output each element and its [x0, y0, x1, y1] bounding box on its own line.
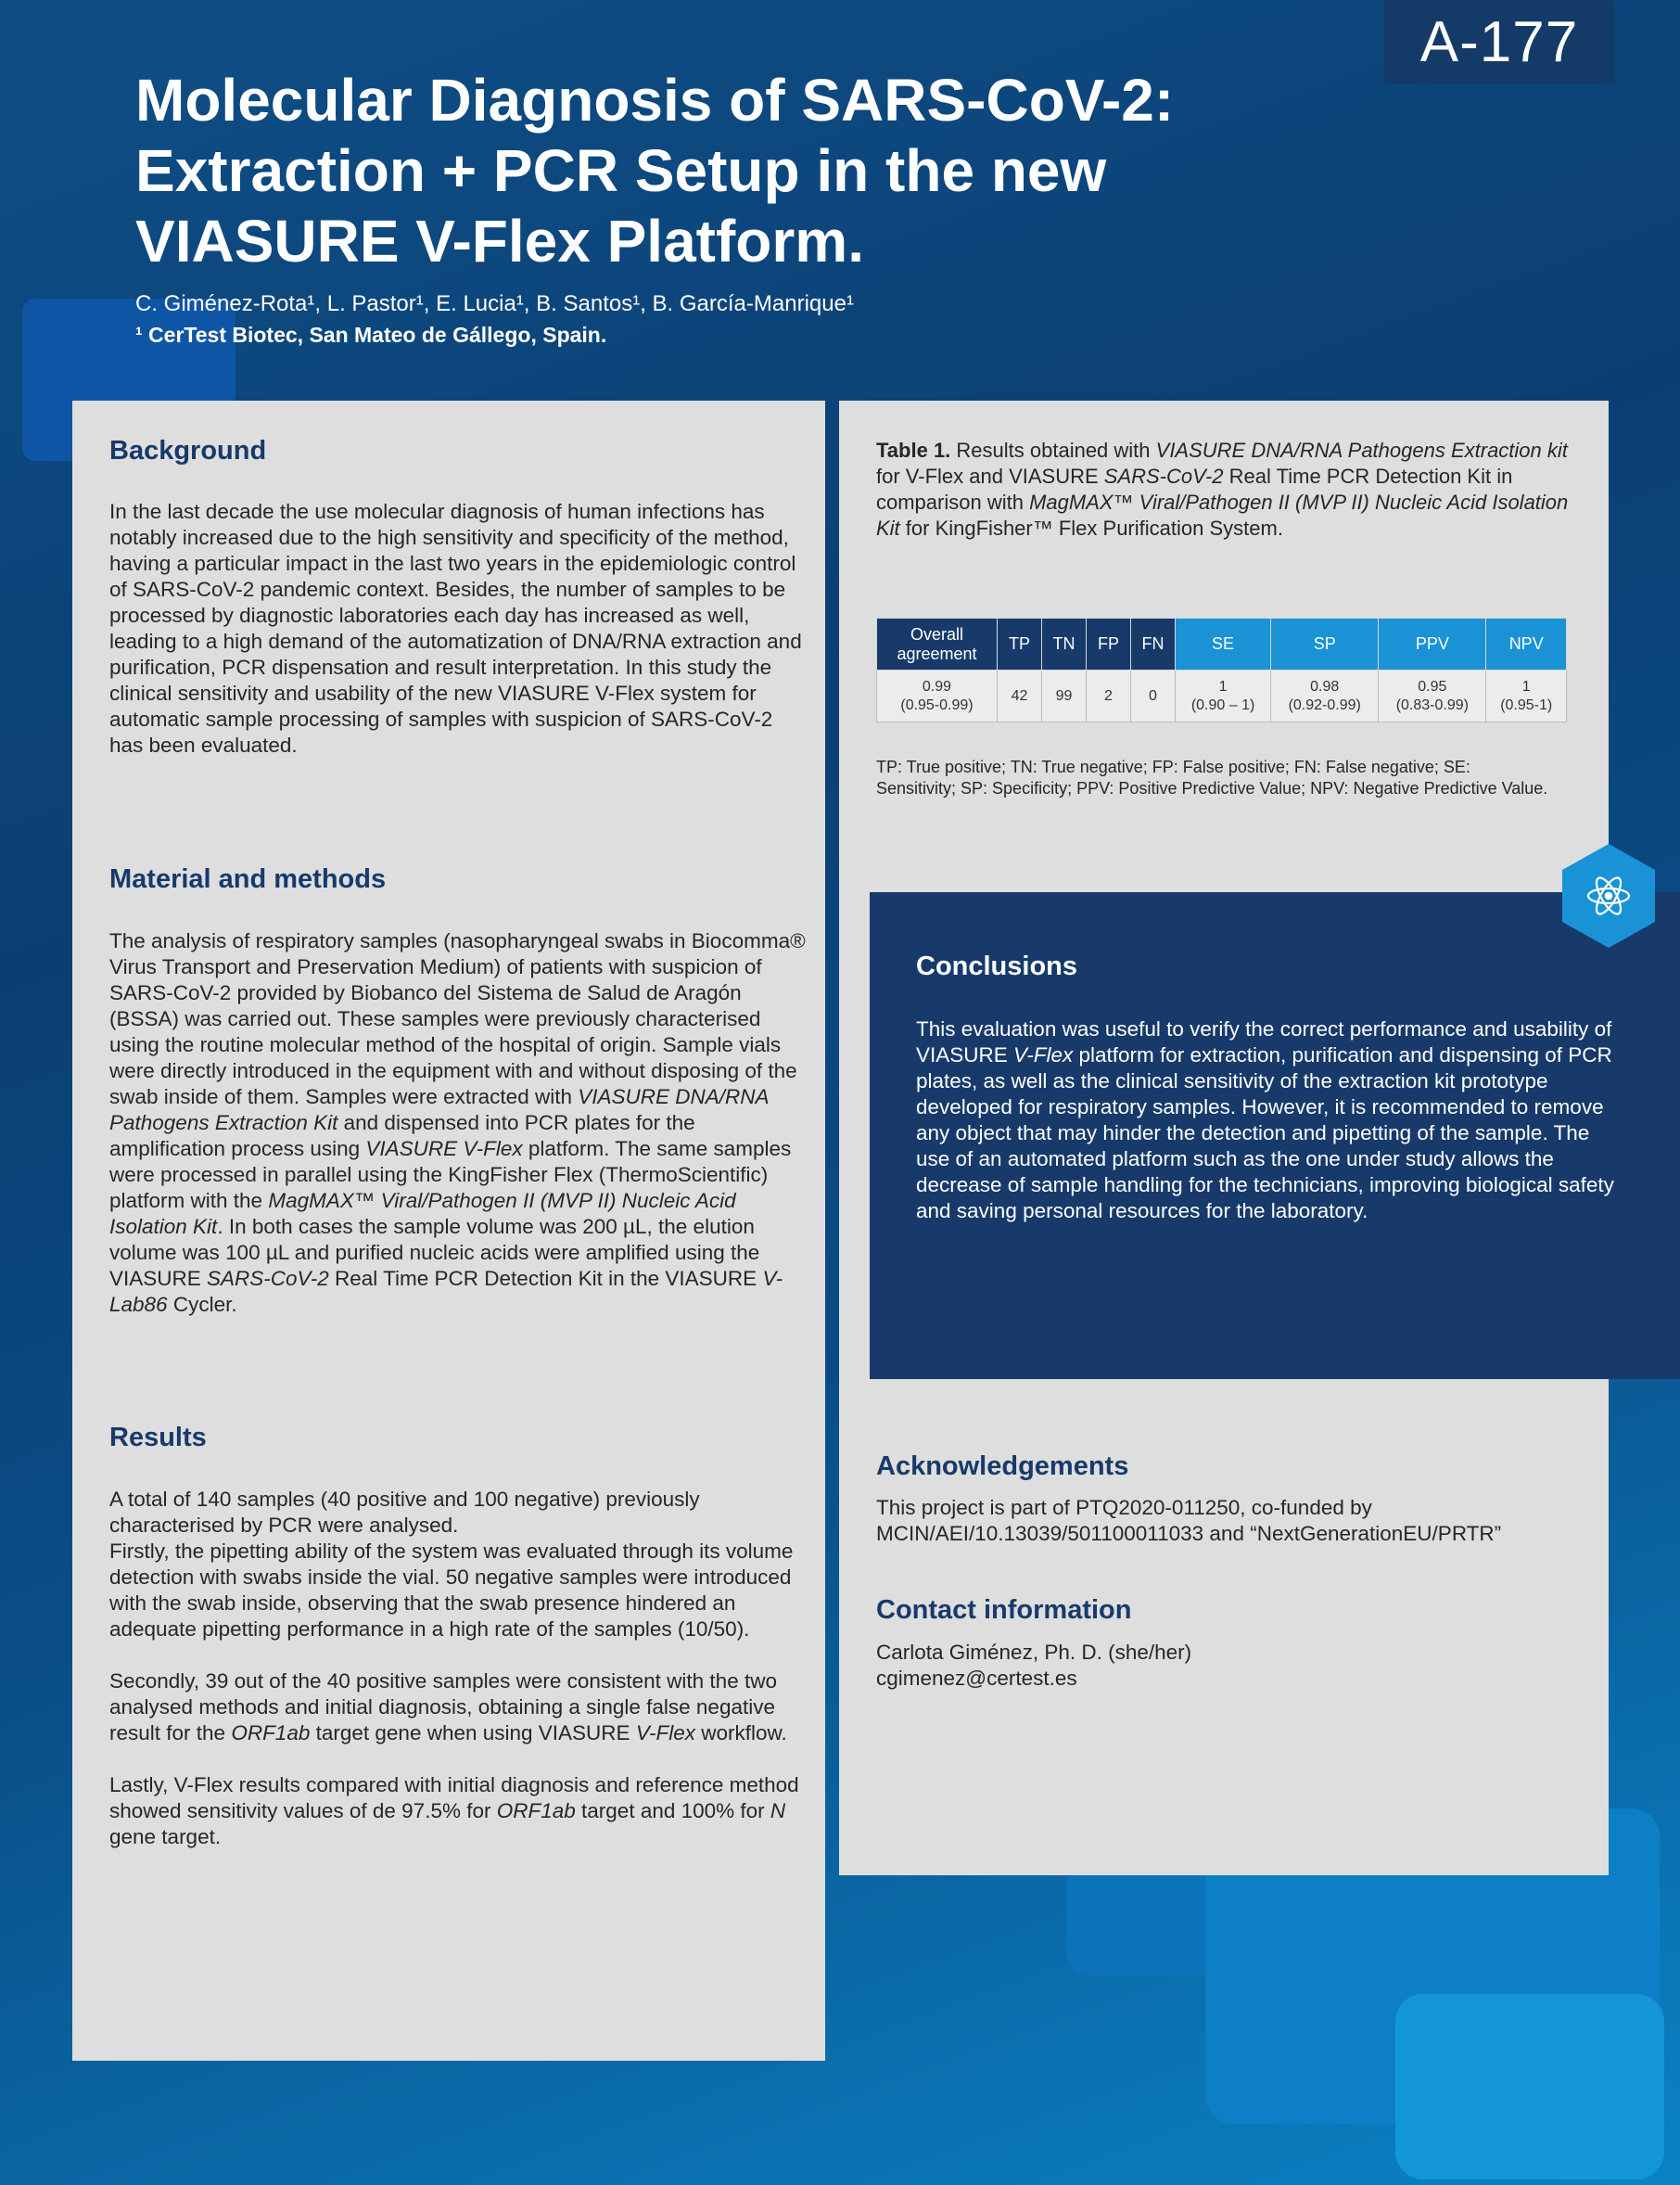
results-heading: Results [109, 1423, 207, 1452]
cell-ci: (0.83-0.99) [1395, 696, 1469, 713]
conclusions-text [916, 1016, 1621, 1224]
text-span: The analysis of respiratory samples (nasopharyngeal swabs in Biocomma® Virus Transport and Preservation Medium) of patients with suspicion of SARS-CoV-2 provided by Biobanco del Sistema de Salud de Aragón (BSSA) was carried out. These samples were previously characterised using the routine molecular method of the hospital of origin. Sample vials were directly introduced in the equipment with and without disposing of the swab inside of them. Samples were extracted with [109, 929, 806, 1108]
text-span: Real Time PCR Detection Kit in the VIASURE [328, 1267, 763, 1290]
text-span: for KingFisher™ Flex Purification System. [899, 517, 1283, 540]
background-heading: Background [109, 436, 267, 466]
text-span: platform. The same samples were processed in parallel using the KingFisher Flex (ThermoScientific) platform with the [109, 1137, 792, 1212]
text-span: and dispensed into PCR plates for the amplification process using [109, 1111, 695, 1160]
text-span: for V-Flex and VIASURE [876, 465, 1104, 488]
text-span: Secondly, 39 out of the 40 positive samples were consistent with the two analysed methods and initial diagnosis, obtaining a single false negative result for the [109, 1669, 777, 1744]
cell-value: 42 [1011, 687, 1028, 704]
table-cell [1131, 671, 1176, 722]
methods-text [109, 928, 809, 1318]
table-header: TP [998, 619, 1042, 671]
table-cell [877, 671, 998, 722]
italic-span: V-Lab86 [109, 1267, 783, 1316]
cell-ci: (0.95-0.99) [900, 696, 974, 713]
poster-title [135, 65, 1341, 276]
title-line: Molecular Diagnosis of SARS-CoV-2: [135, 67, 1175, 134]
contact-name: Carlota Giménez, Ph. D. (she/her) [876, 1641, 1192, 1664]
table-cell [998, 671, 1042, 722]
results-paragraph: A total of 140 samples (40 positive and 100 negative) previously characterised by PCR were analysed. [109, 1488, 700, 1537]
cell-value: 0 [1149, 687, 1157, 704]
acknowledgements-text: This project is part of PTQ2020-011250, co-funded by MCIN/AEI/10.13039/501100011033 and “NextGenerationEU/PRTR” [876, 1496, 1502, 1545]
contact-heading: Contact information [876, 1595, 1132, 1625]
table-cell [1087, 671, 1131, 722]
text-span: . In both cases the sample volume was 200 µL, the elution volume was 100 µL and purified nucleic acids were amplified using the VIASURE [109, 1215, 760, 1290]
title-line: Extraction + PCR Setup in the new [135, 137, 1107, 204]
text-span: Results obtained with [950, 439, 1156, 462]
cell-value: 1 [1218, 678, 1228, 695]
text-span: This evaluation was useful to verify the correct performance and usability of VIASURE [916, 1017, 1612, 1067]
italic-span: MagMAX™ Viral/Pathogen II (MVP II) Nucleic Acid Isolation Kit [109, 1189, 736, 1238]
contact-email[interactable]: cgimenez@certest.es [876, 1667, 1077, 1690]
background-decoration [1395, 1994, 1664, 2179]
results-table [876, 618, 1567, 722]
table-header-row [877, 619, 1567, 671]
table-header: Overall agreement [877, 619, 998, 671]
text-span: target gene when using VIASURE [310, 1721, 636, 1744]
italic-span: SARS-CoV-2 [1103, 465, 1224, 488]
italic-span: ORF1ab [496, 1799, 576, 1822]
cell-value: 0.95 [1418, 678, 1447, 695]
cell-value: 1 [1521, 678, 1531, 695]
conclusions-heading: Conclusions [916, 952, 1078, 981]
text-span: Real Time PCR Detection Kit in comparison with [876, 465, 1513, 514]
text-span: platform for extraction, purification and dispensing of PCR plates, as well as the clinical sensitivity of the extraction kit prototype developed for respiratory samples. However, it is recommended to remove any object that may hinder the detection and pipetting of the sample. The use of an automated platform such as the one under study allows the decrease of sample handling for the technicians, improving biological safety and saving personal resources for the laboratory. [916, 1043, 1614, 1222]
cell-value: 0.99 [922, 678, 952, 695]
italic-span: VIASURE V-Flex [365, 1137, 523, 1160]
results-paragraph: Firstly, the pipetting ability of the system was evaluated through its volume detection with swabs inside the vial. 50 negative samples were introduced with the swab inside, observing that the swab presence hindered an adequate pipetting performance in a high rate of the samples (10/50). [109, 1540, 794, 1641]
table-header: NPV [1486, 619, 1567, 671]
text-span: target and 100% for [575, 1799, 770, 1822]
cell-ci: (0.90 – 1) [1190, 696, 1255, 713]
results-paragraph [109, 1668, 809, 1746]
cell-value: 0.98 [1310, 678, 1340, 695]
results-text [109, 1487, 809, 1850]
italic-span: MagMAX™ Viral/Pathogen II (MVP II) Nucleic Acid Isolation Kit [876, 491, 1569, 540]
contact-text [876, 1640, 1581, 1692]
cell-value: 99 [1055, 687, 1073, 704]
text-span: Cycler. [167, 1293, 237, 1316]
italic-span: V-Flex [1013, 1043, 1074, 1067]
italic-span: VIASURE DNA/RNA Pathogens Extraction kit [1155, 439, 1568, 462]
table-cell [1486, 671, 1567, 722]
table-header: SP [1271, 619, 1379, 671]
authors: C. Giménez-Rota¹, L. Pastor¹, E. Lucia¹, B. Santos¹, B. García-Manrique¹ [135, 291, 854, 316]
table-cell [1042, 671, 1087, 722]
table-header: PPV [1379, 619, 1486, 671]
cell-ci: (0.92-0.99) [1288, 696, 1361, 713]
conclusions-box [870, 892, 1680, 1379]
methods-heading: Material and methods [109, 864, 387, 894]
table-row [877, 671, 1567, 722]
affiliation: ¹ CerTest Biotec, San Mateo de Gállego, Spain. [135, 323, 607, 347]
title-line: VIASURE V-Flex Platform. [135, 208, 864, 275]
text-span: Lastly, V-Flex results compared with initial diagnosis and reference method showed sensitivity values of de 97.5% for [109, 1773, 799, 1822]
poster-id-badge: A-177 [1384, 0, 1614, 83]
italic-span: SARS-CoV-2 [207, 1267, 329, 1290]
table-header: FN [1131, 619, 1176, 671]
italic-span: N [770, 1799, 786, 1822]
table-header: SE [1176, 619, 1271, 671]
table-header: FP [1087, 619, 1131, 671]
cell-value: 2 [1104, 687, 1113, 704]
acknowledgements-heading: Acknowledgements [876, 1451, 1129, 1481]
table-footnote: TP: True positive; TN: True negative; FP: False positive; FN: False negative; SE: Sensitivity; SP: Specificity; PPV: Positive Predictive Value; NPV: Negative Predictive Value. [876, 758, 1548, 798]
table-cell [1379, 671, 1486, 722]
table-caption [876, 438, 1572, 542]
table-cell [1176, 671, 1271, 722]
text-span: workflow. [694, 1721, 787, 1744]
text-span: gene target. [109, 1825, 222, 1848]
table-header: TN [1042, 619, 1087, 671]
caption-label: Table 1. [876, 439, 951, 462]
background-text: In the last decade the use molecular diagnosis of human infections has notably increased due to the high sensitivity and specificity of the method, having a particular impact in the last two years in the epidemiologic control of SARS-CoV-2 pandemic context. Besides, the number of samples to be processed by diagnostic laboratories each day has increased as well, leading to a high demand of the automatization of DNA/RNA extraction and purification, PCR dispensation and result interpretation. In this study the clinical sensitivity and usability of the new VIASURE V-Flex system for automatic sample processing of samples with suspicion of SARS-CoV-2 has been evaluated. [109, 500, 802, 757]
italic-span: ORF1ab [231, 1721, 311, 1744]
italic-span: VIASURE DNA/RNA Pathogens Extraction Kit [109, 1085, 769, 1134]
table-cell [1271, 671, 1379, 722]
results-paragraph [109, 1772, 809, 1850]
cell-ci: (0.95-1) [1500, 696, 1553, 713]
italic-span: V-Flex [635, 1721, 695, 1744]
